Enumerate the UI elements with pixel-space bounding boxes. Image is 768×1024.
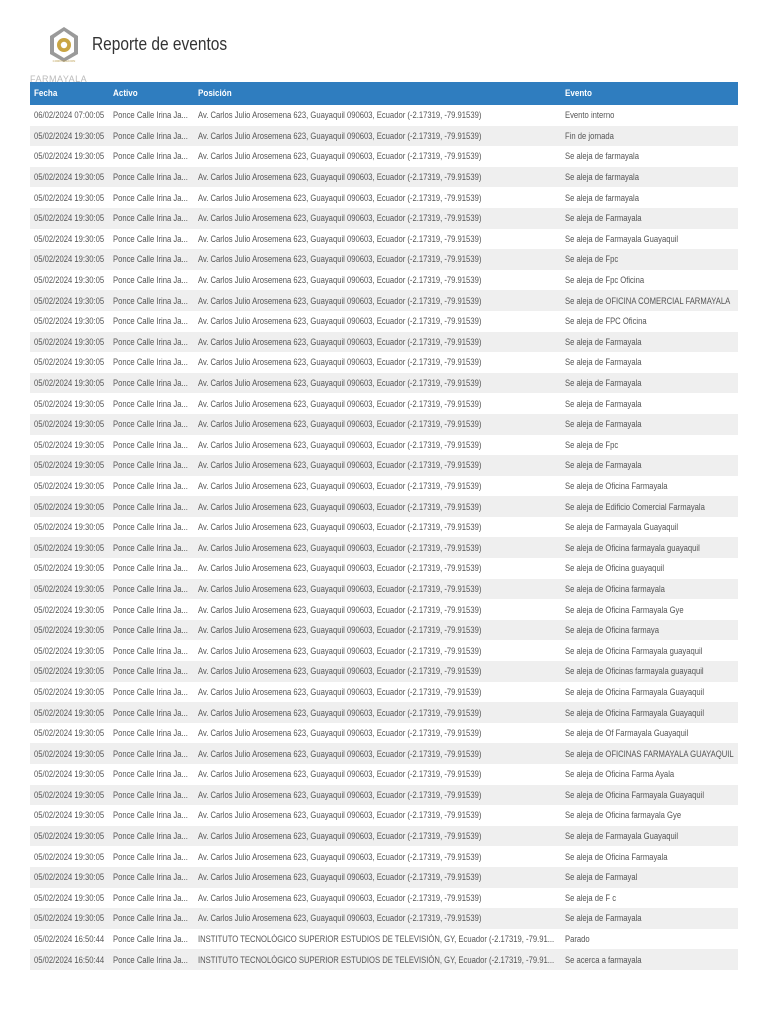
cell-posicion: Av. Carlos Julio Arosemena 623, Guayaquil 090603, Ecuador (-2.17319, -79.91539): [198, 213, 482, 224]
cell-posicion: Av. Carlos Julio Arosemena 623, Guayaquil 090603, Ecuador (-2.17319, -79.91539): [198, 913, 482, 924]
cell-posicion: Av. Carlos Julio Arosemena 623, Guayaquil 090603, Ecuador (-2.17319, -79.91539): [198, 542, 482, 553]
cell-fecha: 05/02/2024 19:30:05: [34, 728, 105, 739]
cell-posicion: Av. Carlos Julio Arosemena 623, Guayaquil 090603, Ecuador (-2.17319, -79.91539): [198, 233, 482, 244]
cell-activo: Ponce Calle Irina Ja...: [113, 254, 188, 265]
cell-fecha: 05/02/2024 19:30:05: [34, 686, 105, 697]
table-row[interactable]: [30, 764, 738, 785]
cell-activo: Ponce Calle Irina Ja...: [113, 542, 188, 553]
table-row[interactable]: [30, 332, 738, 353]
cell-posicion: Av. Carlos Julio Arosemena 623, Guayaquil 090603, Ecuador (-2.17319, -79.91539): [198, 254, 482, 265]
cell-evento: Se aleja de Farmayala: [565, 336, 642, 347]
cell-activo: Ponce Calle Irina Ja...: [113, 233, 188, 244]
cell-posicion: Av. Carlos Julio Arosemena 623, Guayaquil 090603, Ecuador (-2.17319, -79.91539): [198, 892, 482, 903]
cell-evento: Se aleja de Oficina farmayala: [565, 583, 665, 594]
cell-fecha: 05/02/2024 19:30:05: [34, 604, 105, 615]
cell-evento: Se aleja de OFICINAS FARMAYALA GUAYAQUIL: [565, 748, 734, 759]
column-header-evento[interactable]: Evento: [565, 88, 592, 99]
cell-posicion: Av. Carlos Julio Arosemena 623, Guayaquil 090603, Ecuador (-2.17319, -79.91539): [198, 357, 482, 368]
table-row[interactable]: [30, 702, 738, 723]
cell-fecha: 05/02/2024 19:30:05: [34, 542, 105, 553]
cell-posicion: Av. Carlos Julio Arosemena 623, Guayaquil 090603, Ecuador (-2.17319, -79.91539): [198, 748, 482, 759]
cell-fecha: 05/02/2024 19:30:05: [34, 748, 105, 759]
cell-posicion: Av. Carlos Julio Arosemena 623, Guayaquil 090603, Ecuador (-2.17319, -79.91539): [198, 769, 482, 780]
cell-evento: Se aleja de Fpc Oficina: [565, 275, 645, 286]
cell-evento: Se aleja de Farmayal: [565, 872, 638, 883]
table-row[interactable]: [30, 290, 738, 311]
cell-activo: Ponce Calle Irina Ja...: [113, 583, 188, 594]
cell-evento: Se aleja de Farmayala Guayaquil: [565, 522, 679, 533]
cell-evento: Se aleja de Oficina Farma Ayala: [565, 769, 675, 780]
table-row[interactable]: [30, 455, 738, 476]
cell-fecha: 05/02/2024 19:30:05: [34, 563, 105, 574]
cell-activo: Ponce Calle Irina Ja...: [113, 707, 188, 718]
cell-posicion: Av. Carlos Julio Arosemena 623, Guayaquil 090603, Ecuador (-2.17319, -79.91539): [198, 480, 482, 491]
cell-evento: Se aleja de Farmayala Guayaquil: [565, 831, 679, 842]
table-row[interactable]: [30, 146, 738, 167]
cell-posicion: INSTITUTO TECNOLÓGICO SUPERIOR ESTUDIOS DE TELEVISIÓN, GY, Ecuador (-2.17319, -79.91...: [198, 954, 555, 965]
cell-activo: Ponce Calle Irina Ja...: [113, 357, 188, 368]
cell-posicion: Av. Carlos Julio Arosemena 623, Guayaquil 090603, Ecuador (-2.17319, -79.91539): [198, 831, 482, 842]
cell-fecha: 05/02/2024 19:30:05: [34, 707, 105, 718]
page-title: Reporte de eventos: [92, 34, 228, 54]
cell-posicion: Av. Carlos Julio Arosemena 623, Guayaquil 090603, Ecuador (-2.17319, -79.91539): [198, 707, 482, 718]
cell-fecha: 05/02/2024 19:30:05: [34, 872, 105, 883]
cell-evento: Se aleja de F c: [565, 892, 617, 903]
table-row[interactable]: [30, 270, 738, 291]
cell-activo: Ponce Calle Irina Ja...: [113, 295, 188, 306]
table-row[interactable]: [30, 208, 738, 229]
table-row[interactable]: [30, 661, 738, 682]
table-row[interactable]: [30, 723, 738, 744]
cell-fecha: 05/02/2024 19:30:05: [34, 522, 105, 533]
cell-posicion: Av. Carlos Julio Arosemena 623, Guayaquil 090603, Ecuador (-2.17319, -79.91539): [198, 378, 482, 389]
cell-posicion: Av. Carlos Julio Arosemena 623, Guayaquil 090603, Ecuador (-2.17319, -79.91539): [198, 625, 482, 636]
cell-fecha: 05/02/2024 19:30:05: [34, 233, 105, 244]
cell-activo: Ponce Calle Irina Ja...: [113, 666, 188, 677]
cell-evento: Se aleja de Fpc: [565, 439, 619, 450]
logo-emblem-icon: [44, 24, 84, 64]
cell-activo: Ponce Calle Irina Ja...: [113, 110, 188, 121]
cell-posicion: Av. Carlos Julio Arosemena 623, Guayaquil 090603, Ecuador (-2.17319, -79.91539): [198, 192, 482, 203]
cell-evento: Se aleja de Farmayala Guayaquil: [565, 233, 679, 244]
cell-posicion: Av. Carlos Julio Arosemena 623, Guayaquil 090603, Ecuador (-2.17319, -79.91539): [198, 501, 482, 512]
cell-evento: Fin de jornada: [565, 130, 614, 141]
cell-evento: Se aleja de farmayala: [565, 192, 640, 203]
table-row[interactable]: [30, 229, 738, 250]
cell-fecha: 05/02/2024 19:30:05: [34, 316, 105, 327]
cell-fecha: 05/02/2024 19:30:05: [34, 851, 105, 862]
cell-evento: Se aleja de Oficina Farmayala: [565, 480, 668, 491]
cell-fecha: 05/02/2024 19:30:05: [34, 275, 105, 286]
cell-activo: Ponce Calle Irina Ja...: [113, 275, 188, 286]
table-row[interactable]: [30, 476, 738, 497]
cell-evento: Se aleja de Oficina Farmayala Guayaquil: [565, 789, 705, 800]
cell-fecha: 05/02/2024 19:30:05: [34, 357, 105, 368]
cell-activo: Ponce Calle Irina Ja...: [113, 954, 188, 965]
cell-posicion: Av. Carlos Julio Arosemena 623, Guayaquil 090603, Ecuador (-2.17319, -79.91539): [198, 583, 482, 594]
cell-posicion: Av. Carlos Julio Arosemena 623, Guayaquil 090603, Ecuador (-2.17319, -79.91539): [198, 110, 482, 121]
table-row[interactable]: [30, 579, 738, 600]
cell-posicion: Av. Carlos Julio Arosemena 623, Guayaquil 090603, Ecuador (-2.17319, -79.91539): [198, 439, 482, 450]
cell-evento: Se aleja de FPC Oficina: [565, 316, 647, 327]
cell-evento: Se aleja de Farmayala: [565, 398, 642, 409]
cell-activo: Ponce Calle Irina Ja...: [113, 460, 188, 471]
cell-evento: Se acerca a farmayala: [565, 954, 642, 965]
table-row[interactable]: [30, 867, 738, 888]
cell-evento: Se aleja de Oficinas farmayala guayaquil: [565, 666, 704, 677]
table-row[interactable]: [30, 620, 738, 641]
table-row[interactable]: [30, 805, 738, 826]
column-header-posicion[interactable]: Posición: [198, 88, 232, 99]
cell-fecha: 05/02/2024 19:30:05: [34, 439, 105, 450]
table-row[interactable]: [30, 126, 738, 147]
cell-posicion: Av. Carlos Julio Arosemena 623, Guayaquil 090603, Ecuador (-2.17319, -79.91539): [198, 419, 482, 430]
cell-fecha: 06/02/2024 07:00:05: [34, 110, 105, 121]
cell-evento: Se aleja de Farmayala: [565, 378, 642, 389]
cell-evento: Se aleja de Oficina farmaya: [565, 625, 659, 636]
cell-activo: Ponce Calle Irina Ja...: [113, 439, 188, 450]
cell-evento: Se aleja de Edificio Comercial Farmayala: [565, 501, 705, 512]
table-row[interactable]: [30, 249, 738, 270]
table-row[interactable]: [30, 105, 738, 126]
cell-fecha: 05/02/2024 16:50:44: [34, 954, 105, 965]
company-logo: [28, 20, 98, 82]
cell-fecha: 05/02/2024 19:30:05: [34, 151, 105, 162]
cell-activo: Ponce Calle Irina Ja...: [113, 151, 188, 162]
table-row[interactable]: [30, 682, 738, 703]
cell-fecha: 05/02/2024 19:30:05: [34, 295, 105, 306]
table-row[interactable]: [30, 414, 738, 435]
cell-activo: Ponce Calle Irina Ja...: [113, 522, 188, 533]
cell-evento: Se aleja de farmayala: [565, 151, 640, 162]
cell-evento: Se aleja de Oficina Farmayala Guayaquil: [565, 707, 705, 718]
cell-evento: Se aleja de Fpc: [565, 254, 619, 265]
table-row[interactable]: [30, 640, 738, 661]
column-header-activo[interactable]: Activo: [113, 88, 138, 99]
cell-activo: Ponce Calle Irina Ja...: [113, 604, 188, 615]
logo-caption: CORPORACION: [52, 59, 76, 63]
column-header-fecha[interactable]: Fecha: [34, 88, 58, 99]
cell-posicion: Av. Carlos Julio Arosemena 623, Guayaquil 090603, Ecuador (-2.17319, -79.91539): [198, 398, 482, 409]
cell-activo: Ponce Calle Irina Ja...: [113, 130, 188, 141]
table-row[interactable]: [30, 846, 738, 867]
cell-evento: Se aleja de Of Farmayala Guayaquil: [565, 728, 689, 739]
cell-evento: Se aleja de Farmayala: [565, 460, 642, 471]
cell-fecha: 05/02/2024 19:30:05: [34, 501, 105, 512]
cell-evento: Se aleja de Farmayala: [565, 357, 642, 368]
cell-posicion: Av. Carlos Julio Arosemena 623, Guayaquil 090603, Ecuador (-2.17319, -79.91539): [198, 789, 482, 800]
cell-activo: Ponce Calle Irina Ja...: [113, 213, 188, 224]
cell-evento: Se aleja de Oficina guayaquil: [565, 563, 665, 574]
cell-evento: Se aleja de farmayala: [565, 172, 640, 183]
cell-posicion: Av. Carlos Julio Arosemena 623, Guayaquil 090603, Ecuador (-2.17319, -79.91539): [198, 872, 482, 883]
table-row[interactable]: [30, 929, 738, 950]
cell-evento: Se aleja de Oficina farmayala guayaquil: [565, 542, 700, 553]
cell-fecha: 05/02/2024 19:30:05: [34, 336, 105, 347]
table-row[interactable]: [30, 167, 738, 188]
table-row[interactable]: [30, 311, 738, 332]
cell-evento: Se aleja de Farmayala: [565, 419, 642, 430]
table-row[interactable]: [30, 517, 738, 538]
table-row[interactable]: [30, 888, 738, 909]
table-row[interactable]: [30, 949, 738, 970]
cell-activo: Ponce Calle Irina Ja...: [113, 892, 188, 903]
cell-activo: Ponce Calle Irina Ja...: [113, 563, 188, 574]
cell-activo: Ponce Calle Irina Ja...: [113, 686, 188, 697]
table-row[interactable]: [30, 537, 738, 558]
cell-evento: Se aleja de Farmayala: [565, 213, 642, 224]
cell-evento: Se aleja de OFICINA COMERCIAL FARMAYALA: [565, 295, 731, 306]
cell-fecha: 05/02/2024 19:30:05: [34, 213, 105, 224]
table-row[interactable]: [30, 393, 738, 414]
cell-activo: Ponce Calle Irina Ja...: [113, 172, 188, 183]
table-row[interactable]: [30, 187, 738, 208]
cell-activo: Ponce Calle Irina Ja...: [113, 316, 188, 327]
table-row[interactable]: [30, 352, 738, 373]
cell-activo: Ponce Calle Irina Ja...: [113, 728, 188, 739]
cell-posicion: Av. Carlos Julio Arosemena 623, Guayaquil 090603, Ecuador (-2.17319, -79.91539): [198, 275, 482, 286]
cell-activo: Ponce Calle Irina Ja...: [113, 872, 188, 883]
table-row[interactable]: [30, 599, 738, 620]
cell-activo: Ponce Calle Irina Ja...: [113, 336, 188, 347]
cell-fecha: 05/02/2024 19:30:05: [34, 398, 105, 409]
cell-posicion: Av. Carlos Julio Arosemena 623, Guayaquil 090603, Ecuador (-2.17319, -79.91539): [198, 460, 482, 471]
cell-activo: Ponce Calle Irina Ja...: [113, 625, 188, 636]
cell-posicion: Av. Carlos Julio Arosemena 623, Guayaquil 090603, Ecuador (-2.17319, -79.91539): [198, 645, 482, 656]
report-header: [0, 0, 768, 82]
cell-activo: Ponce Calle Irina Ja...: [113, 419, 188, 430]
cell-posicion: Av. Carlos Julio Arosemena 623, Guayaquil 090603, Ecuador (-2.17319, -79.91539): [198, 604, 482, 615]
cell-activo: Ponce Calle Irina Ja...: [113, 769, 188, 780]
cell-posicion: Av. Carlos Julio Arosemena 623, Guayaquil 090603, Ecuador (-2.17319, -79.91539): [198, 810, 482, 821]
cell-activo: Ponce Calle Irina Ja...: [113, 378, 188, 389]
cell-fecha: 05/02/2024 19:30:05: [34, 419, 105, 430]
cell-activo: Ponce Calle Irina Ja...: [113, 831, 188, 842]
logo-wordmark: FARMAYALA: [30, 74, 88, 82]
cell-fecha: 05/02/2024 19:30:05: [34, 666, 105, 677]
cell-posicion: Av. Carlos Julio Arosemena 623, Guayaquil 090603, Ecuador (-2.17319, -79.91539): [198, 151, 482, 162]
table-row[interactable]: [30, 743, 738, 764]
cell-posicion: Av. Carlos Julio Arosemena 623, Guayaquil 090603, Ecuador (-2.17319, -79.91539): [198, 728, 482, 739]
cell-fecha: 05/02/2024 19:30:05: [34, 810, 105, 821]
table-row[interactable]: [30, 435, 738, 456]
cell-fecha: 05/02/2024 19:30:05: [34, 254, 105, 265]
cell-posicion: Av. Carlos Julio Arosemena 623, Guayaquil 090603, Ecuador (-2.17319, -79.91539): [198, 522, 482, 533]
cell-posicion: Av. Carlos Julio Arosemena 623, Guayaquil 090603, Ecuador (-2.17319, -79.91539): [198, 130, 482, 141]
table-header-row: [30, 82, 738, 105]
cell-evento: Se aleja de Oficina Farmayala guayaquil: [565, 645, 703, 656]
cell-fecha: 05/02/2024 19:30:05: [34, 892, 105, 903]
cell-evento: Se aleja de Oficina Farmayala Guayaquil: [565, 686, 705, 697]
cell-activo: Ponce Calle Irina Ja...: [113, 645, 188, 656]
table-row[interactable]: [30, 558, 738, 579]
cell-fecha: 05/02/2024 19:30:05: [34, 625, 105, 636]
cell-posicion: Av. Carlos Julio Arosemena 623, Guayaquil 090603, Ecuador (-2.17319, -79.91539): [198, 666, 482, 677]
cell-posicion: Av. Carlos Julio Arosemena 623, Guayaquil 090603, Ecuador (-2.17319, -79.91539): [198, 172, 482, 183]
table-row[interactable]: [30, 496, 738, 517]
cell-fecha: 05/02/2024 19:30:05: [34, 130, 105, 141]
cell-fecha: 05/02/2024 19:30:05: [34, 378, 105, 389]
events-table: [30, 82, 738, 970]
cell-evento: Se aleja de Farmayala: [565, 913, 642, 924]
table-row[interactable]: [30, 826, 738, 847]
cell-activo: Ponce Calle Irina Ja...: [113, 789, 188, 800]
cell-fecha: 05/02/2024 19:30:05: [34, 789, 105, 800]
cell-posicion: Av. Carlos Julio Arosemena 623, Guayaquil 090603, Ecuador (-2.17319, -79.91539): [198, 686, 482, 697]
cell-evento: Parado: [565, 934, 590, 945]
cell-posicion: Av. Carlos Julio Arosemena 623, Guayaquil 090603, Ecuador (-2.17319, -79.91539): [198, 851, 482, 862]
cell-activo: Ponce Calle Irina Ja...: [113, 192, 188, 203]
table-row[interactable]: [30, 373, 738, 394]
cell-activo: Ponce Calle Irina Ja...: [113, 480, 188, 491]
cell-fecha: 05/02/2024 19:30:05: [34, 172, 105, 183]
cell-evento: Se aleja de Oficina Farmayala: [565, 851, 668, 862]
cell-evento: Evento interno: [565, 110, 615, 121]
cell-posicion: Av. Carlos Julio Arosemena 623, Guayaquil 090603, Ecuador (-2.17319, -79.91539): [198, 563, 482, 574]
cell-activo: Ponce Calle Irina Ja...: [113, 398, 188, 409]
cell-fecha: 05/02/2024 19:30:05: [34, 583, 105, 594]
cell-activo: Ponce Calle Irina Ja...: [113, 851, 188, 862]
cell-activo: Ponce Calle Irina Ja...: [113, 748, 188, 759]
cell-fecha: 05/02/2024 19:30:05: [34, 913, 105, 924]
table-row[interactable]: [30, 908, 738, 929]
cell-posicion: INSTITUTO TECNOLÓGICO SUPERIOR ESTUDIOS DE TELEVISIÓN, GY, Ecuador (-2.17319, -79.91...: [198, 934, 555, 945]
table-row[interactable]: [30, 785, 738, 806]
cell-evento: Se aleja de Oficina Farmayala Gye: [565, 604, 684, 615]
cell-fecha: 05/02/2024 19:30:05: [34, 480, 105, 491]
cell-fecha: 05/02/2024 19:30:05: [34, 831, 105, 842]
cell-fecha: 05/02/2024 19:30:05: [34, 192, 105, 203]
cell-posicion: Av. Carlos Julio Arosemena 623, Guayaquil 090603, Ecuador (-2.17319, -79.91539): [198, 336, 482, 347]
cell-posicion: Av. Carlos Julio Arosemena 623, Guayaquil 090603, Ecuador (-2.17319, -79.91539): [198, 316, 482, 327]
cell-evento: Se aleja de Oficina farmayala Gye: [565, 810, 682, 821]
cell-posicion: Av. Carlos Julio Arosemena 623, Guayaquil 090603, Ecuador (-2.17319, -79.91539): [198, 295, 482, 306]
cell-fecha: 05/02/2024 19:30:05: [34, 460, 105, 471]
cell-activo: Ponce Calle Irina Ja...: [113, 934, 188, 945]
cell-fecha: 05/02/2024 19:30:05: [34, 769, 105, 780]
cell-fecha: 05/02/2024 19:30:05: [34, 645, 105, 656]
cell-fecha: 05/02/2024 16:50:44: [34, 934, 105, 945]
cell-activo: Ponce Calle Irina Ja...: [113, 810, 188, 821]
cell-activo: Ponce Calle Irina Ja...: [113, 501, 188, 512]
cell-activo: Ponce Calle Irina Ja...: [113, 913, 188, 924]
